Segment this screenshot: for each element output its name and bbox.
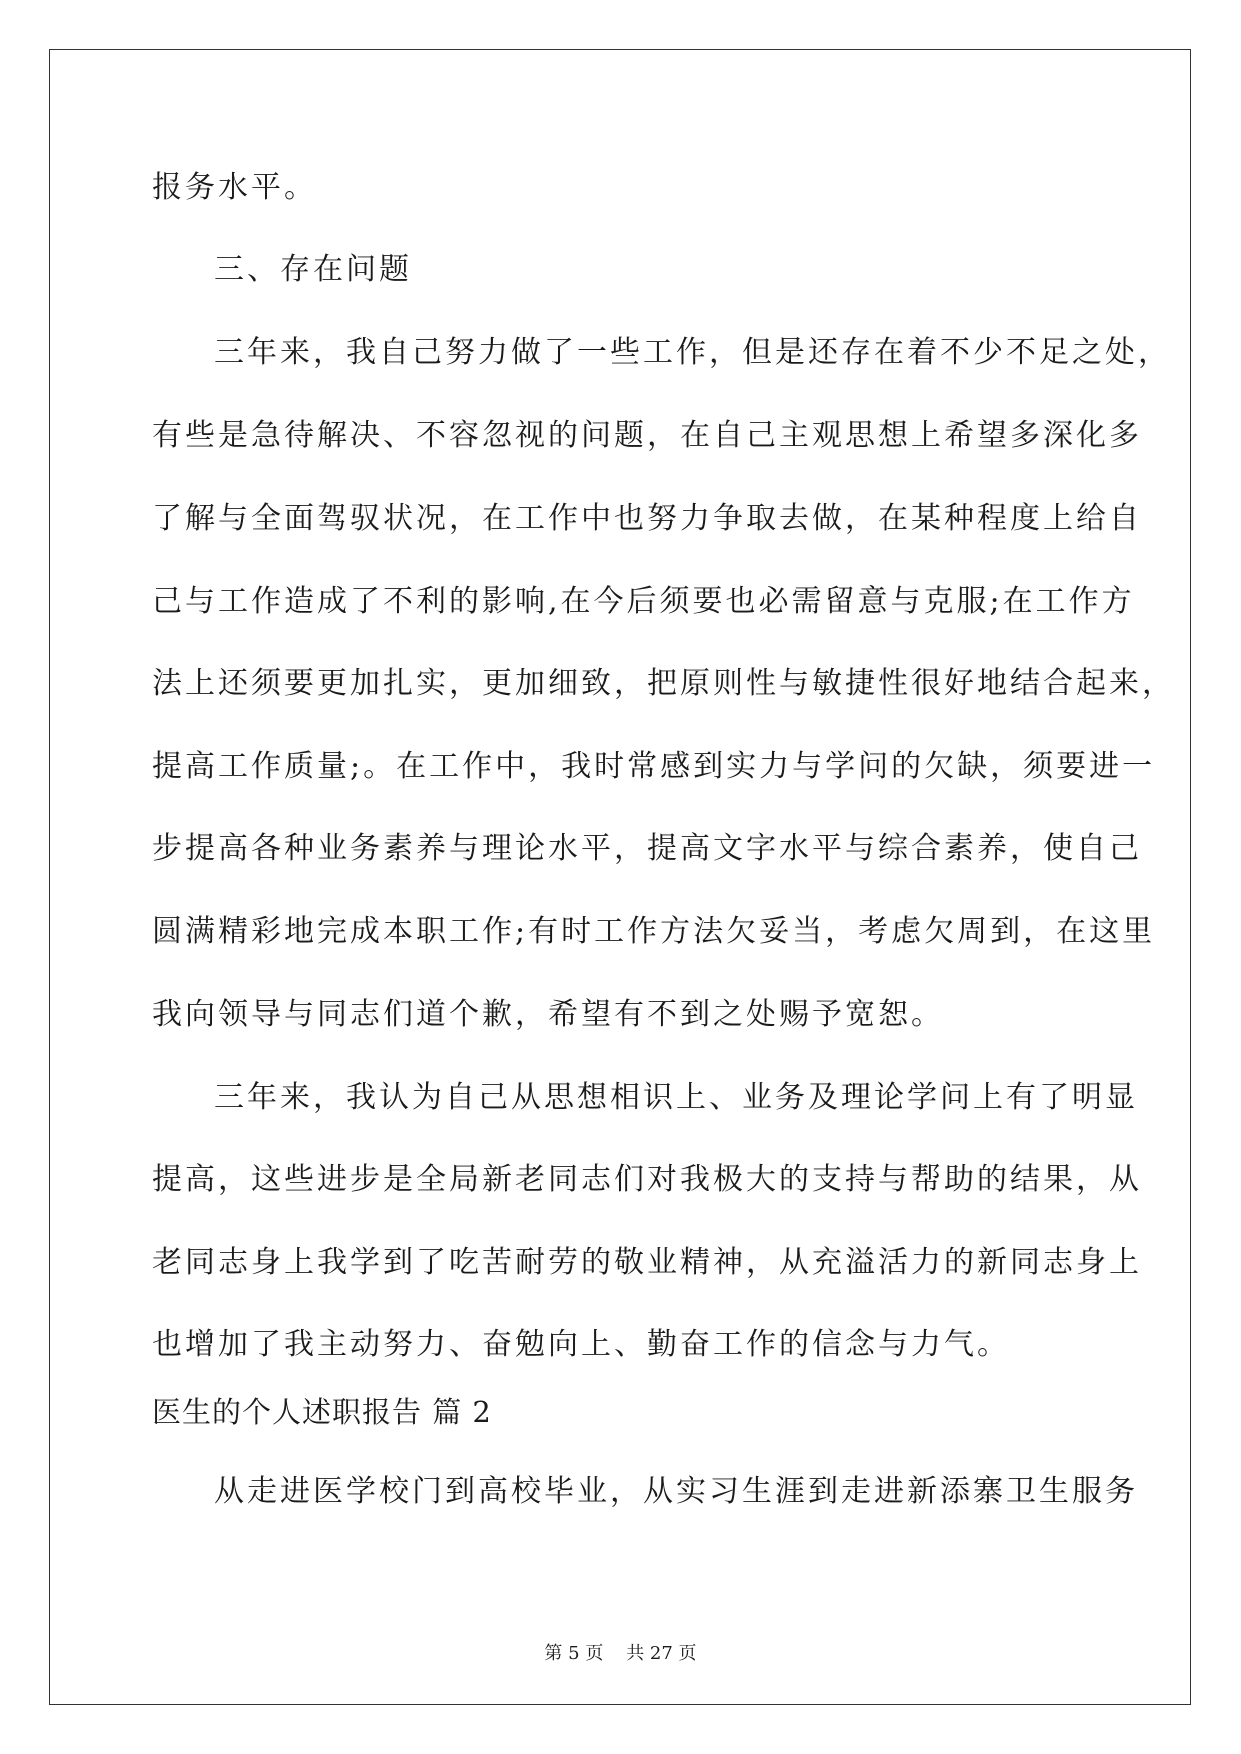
text-line: 圆满精彩地完成本职工作;有时工作方法欠妥当，考虑欠周到，在这里 <box>152 914 1156 949</box>
text-line: 报务水平。 <box>152 170 317 205</box>
page-number-footer: 第 5 页 共 27 页 <box>544 1643 697 1664</box>
text-line: 我向领导与同志们道个歉，希望有不到之处赐予宽恕。 <box>152 997 944 1032</box>
text-line: 己与工作造成了不利的影响,在今后须要也必需留意与克服;在工作方 <box>152 584 1135 619</box>
text-line: 法上还须要更加扎实，更加细致，把原则性与敏捷性很好地结合起来， <box>152 666 1175 701</box>
text-line: 提高，这些进步是全局新老同志们对我极大的支持与帮助的结果，从 <box>152 1162 1142 1197</box>
section-title: 医生的个人述职报告 篇 2 <box>152 1395 492 1429</box>
paragraph-start: 三年来，我认为自己从思想相识上、业务及理论学问上有了明显 <box>214 1080 1138 1115</box>
section-heading: 三、存在问题 <box>214 252 412 287</box>
text-line: 老同志身上我学到了吃苦耐劳的敬业精神，从充溢活力的新同志身上 <box>152 1245 1142 1280</box>
text-line: 有些是急待解决、不容忽视的问题，在自己主观思想上希望多深化多 <box>152 418 1142 453</box>
page-border <box>49 49 1191 1705</box>
text-line: 了解与全面驾驭状况，在工作中也努力争取去做，在某种程度上给自 <box>152 501 1142 536</box>
text-line: 也增加了我主动努力、奋勉向上、勤奋工作的信念与力气。 <box>152 1327 1010 1362</box>
text-line: 提高工作质量;。在工作中，我时常感到实力与学问的欠缺，须要进一 <box>152 749 1156 784</box>
paragraph-start: 三年来，我自己努力做了一些工作，但是还存在着不少不足之处， <box>214 335 1171 370</box>
paragraph-start: 从走进医学校门到高校毕业，从实习生涯到走进新添寨卫生服务 <box>214 1474 1138 1509</box>
text-line: 步提高各种业务素养与理论水平，提高文字水平与综合素养，使自己 <box>152 831 1142 866</box>
